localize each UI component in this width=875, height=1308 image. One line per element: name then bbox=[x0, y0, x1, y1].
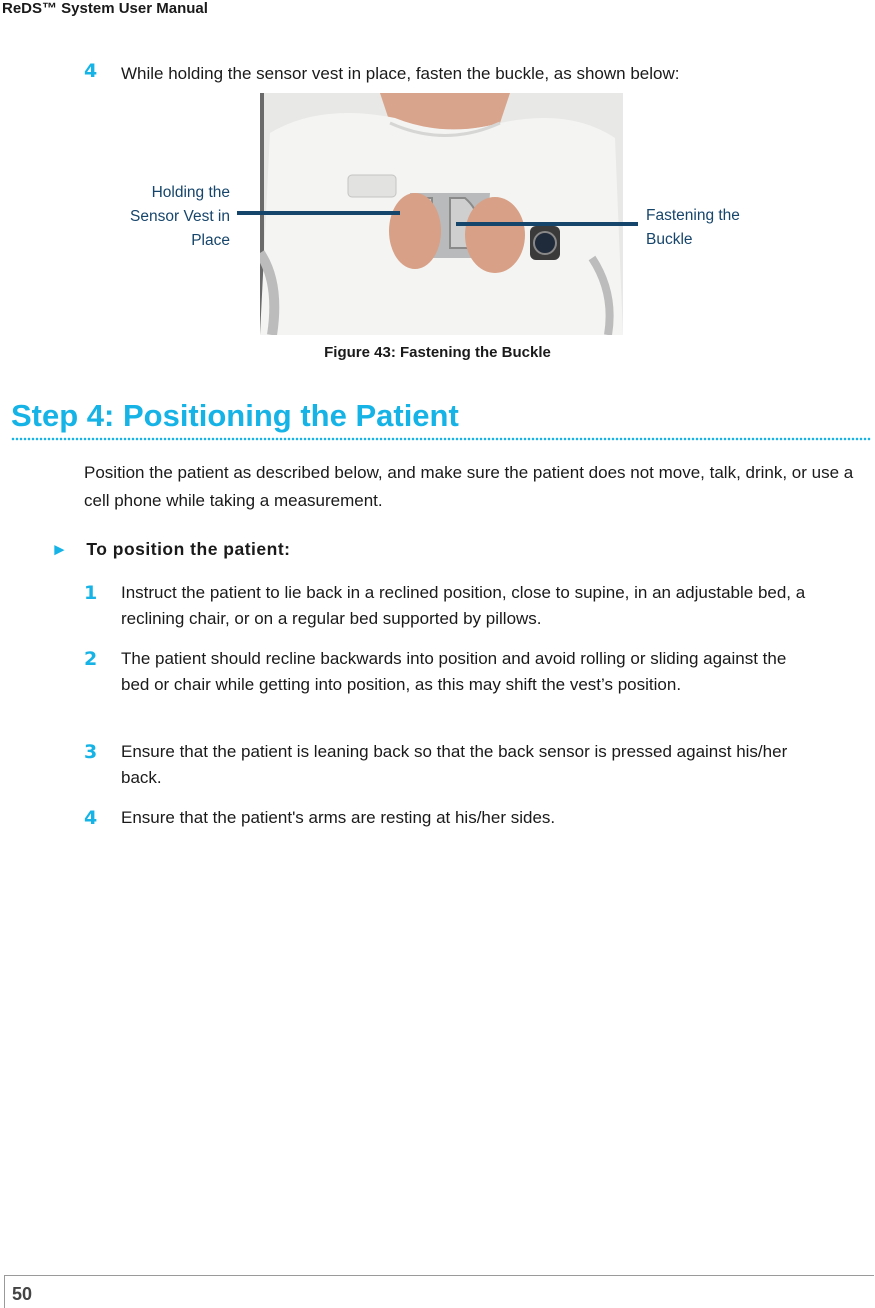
section-paragraph: Position the patient as described below, and make sure the patient does not move, talk, drink, or use a cell phone while taking a measurement. bbox=[84, 463, 854, 510]
procedure-heading bbox=[51, 539, 290, 560]
step-number: 4 bbox=[84, 807, 98, 829]
step-text: The patient should recline backwards into position and avoid rolling or sliding against the bed or chair while getting into position, as this may shift the vest’s position. bbox=[121, 649, 787, 694]
procedure-title: To position the patient: bbox=[86, 539, 291, 559]
step-number: 4 bbox=[84, 60, 98, 82]
section-dotted-rule bbox=[11, 437, 871, 441]
step-number: 2 bbox=[84, 648, 98, 670]
section-title: Step 4: Positioning the Patient bbox=[11, 398, 459, 433]
footer-rule bbox=[4, 1275, 874, 1276]
page-number: 50 bbox=[12, 1284, 33, 1304]
arrow-icon: ► bbox=[51, 540, 69, 559]
callout-fastening-buckle: Fastening the Buckle bbox=[646, 207, 740, 248]
callout-holding-vest: Holding the Sensor Vest in Place bbox=[130, 184, 230, 249]
running-header: ReDS™ System User Manual bbox=[2, 0, 208, 17]
step-number: 3 bbox=[84, 741, 98, 763]
step-text: Ensure that the patient's arms are resting at his/her sides. bbox=[121, 808, 556, 827]
figure-caption: Figure 43: Fastening the Buckle bbox=[324, 344, 551, 361]
step-text: Instruct the patient to lie back in a reclined position, close to supine, in an adjustable bed, a reclining chair, or on a regular bed supported by pillows. bbox=[121, 583, 806, 628]
step-text: While holding the sensor vest in place, fasten the buckle, as shown below: bbox=[121, 64, 680, 83]
step-text: Ensure that the patient is leaning back so that the back sensor is pressed against his/her back. bbox=[121, 742, 788, 787]
footer-rule-vertical bbox=[4, 1275, 5, 1308]
step-number: 1 bbox=[84, 582, 98, 604]
callout-lines bbox=[0, 0, 875, 300]
